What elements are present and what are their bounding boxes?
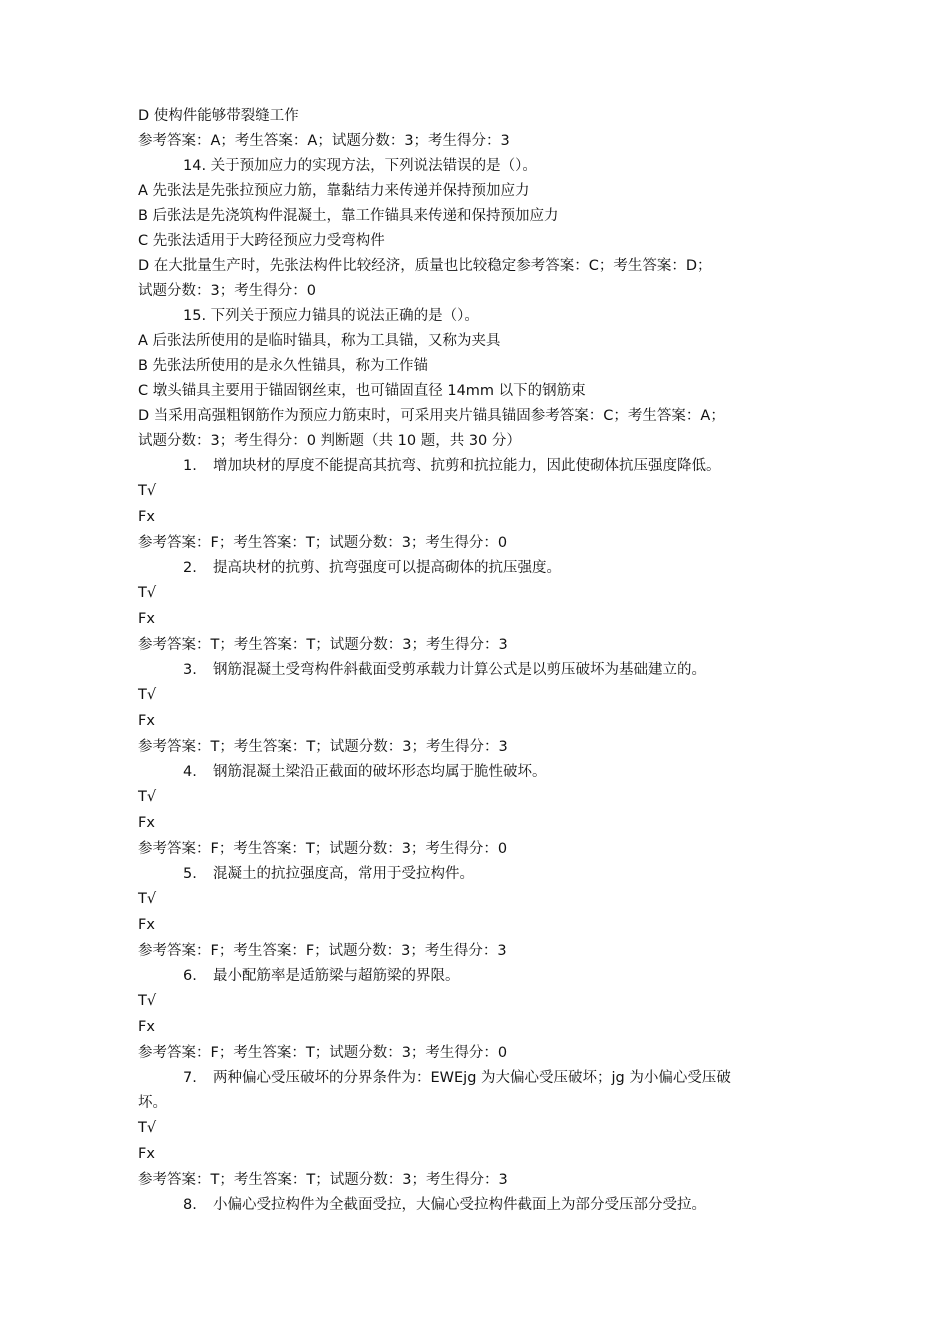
question-number: 14. [183,158,207,174]
question-text: 下列关于预应力锚具的说法正确的是（）。 [210,308,479,324]
document-body [138,104,818,1218]
option-false: Fx [138,713,155,729]
option-false: Fx [138,1146,155,1162]
question-number: 1. [183,458,197,474]
question-15 [138,304,818,329]
option-true: T√ [138,687,157,703]
option-true: T√ [138,891,157,907]
answer-line: 参考答案：A；考生答案：A；试题分数：3；考生得分：3 [138,133,510,149]
question-text: 提高块材的抗剪、抗弯强度可以提高砌体的抗压强度。 [213,560,561,576]
option-true: T√ [138,1120,157,1136]
answer-line: 参考答案：F；考生答案：T；试题分数：3；考生得分：0 [138,1045,508,1061]
question-text: 钢筋混凝土梁沿正截面的破坏形态均属于脆性破坏。 [213,764,547,780]
option-true: T√ [138,789,157,805]
question-text: 关于预加应力的实现方法，下列说法错误的是（）。 [210,158,537,174]
question-number: 5. [183,866,197,882]
answer-line: 试题分数：3；考生得分：0 [138,283,316,299]
option-d: D 在大批量生产时，先张法构件比较经济，质量也比较稳定参考答案：C；考生答案：D； [138,258,712,274]
question-number: 3. [183,662,197,678]
judge-question-6 [138,964,818,989]
question-number: 8. [183,1197,197,1213]
question-text: 钢筋混凝土受弯构件斜截面受剪承载力计算公式是以剪压破坏为基础建立的。 [213,662,706,678]
option-d: D 当采用高强粗钢筋作为预应力筋束时，可采用夹片锚具锚固参考答案：C；考生答案：A； [138,408,725,424]
judge-question-4 [138,760,818,785]
option-false: Fx [138,611,155,627]
answer-line: 参考答案：F；考生答案：T；试题分数：3；考生得分：0 [138,535,508,551]
option-false: Fx [138,1019,155,1035]
option-a: A 先张法是先张拉预应力筋，靠黏结力来传递并保持预加应力 [138,183,530,199]
question-text: 两种偏心受压破坏的分界条件为：EWEjg 为大偏心受压破坏；jg 为小偏心受压破 [213,1070,731,1086]
answer-line: 参考答案：F；考生答案：F；试题分数：3；考生得分：3 [138,943,507,959]
option-false: Fx [138,509,155,525]
question-number: 4. [183,764,197,780]
question-text: 最小配筋率是适筋梁与超筋梁的界限。 [213,968,460,984]
question-text: 增加块材的厚度不能提高其抗弯、抗剪和抗拉能力，因此使砌体抗压强度降低。 [213,458,721,474]
option-c: C 墩头锚具主要用于锚固钢丝束，也可锚固直径 14mm 以下的钢筋束 [138,383,586,399]
option-a: A 后张法所使用的是临时锚具，称为工具锚，又称为夹具 [138,333,501,349]
answer-line: 参考答案：T；考生答案：T；试题分数：3；考生得分：3 [138,1172,508,1188]
judge-question-7 [138,1066,818,1091]
judge-question-2 [138,556,818,581]
answer-line: 参考答案：T；考生答案：T；试题分数：3；考生得分：3 [138,739,508,755]
option-b: B 先张法所使用的是永久性锚具，称为工作锚 [138,358,429,374]
option-true: T√ [138,993,157,1009]
question-text: 小偏心受拉构件为全截面受拉，大偏心受拉构件截面上为部分受压部分受拉。 [213,1197,706,1213]
option-b: B 后张法是先浇筑构件混凝土，靠工作锚具来传递和保持预加应力 [138,208,559,224]
judge-question-8 [138,1193,818,1218]
question-14 [138,154,818,179]
option-c: C 先张法适用于大跨径预应力受弯构件 [138,233,385,249]
question-text-continued: 坏。 [138,1095,167,1111]
question-number: 7. [183,1070,197,1086]
option-false: Fx [138,917,155,933]
judge-question-5 [138,862,818,887]
option-true: T√ [138,585,157,601]
judge-question-3 [138,658,818,683]
question-number: 6. [183,968,197,984]
option-d: D 使构件能够带裂缝工作 [138,108,299,124]
answer-line: 试题分数：3；考生得分：0 判断题（共 10 题，共 30 分） [138,433,521,449]
judge-question-1 [138,454,818,479]
answer-line: 参考答案：F；考生答案：T；试题分数：3；考生得分：0 [138,841,508,857]
option-true: T√ [138,483,157,499]
question-number: 15. [183,308,207,324]
option-false: Fx [138,815,155,831]
question-number: 2. [183,560,197,576]
question-text: 混凝土的抗拉强度高，常用于受拉构件。 [213,866,474,882]
answer-line: 参考答案：T；考生答案：T；试题分数：3；考生得分：3 [138,637,508,653]
